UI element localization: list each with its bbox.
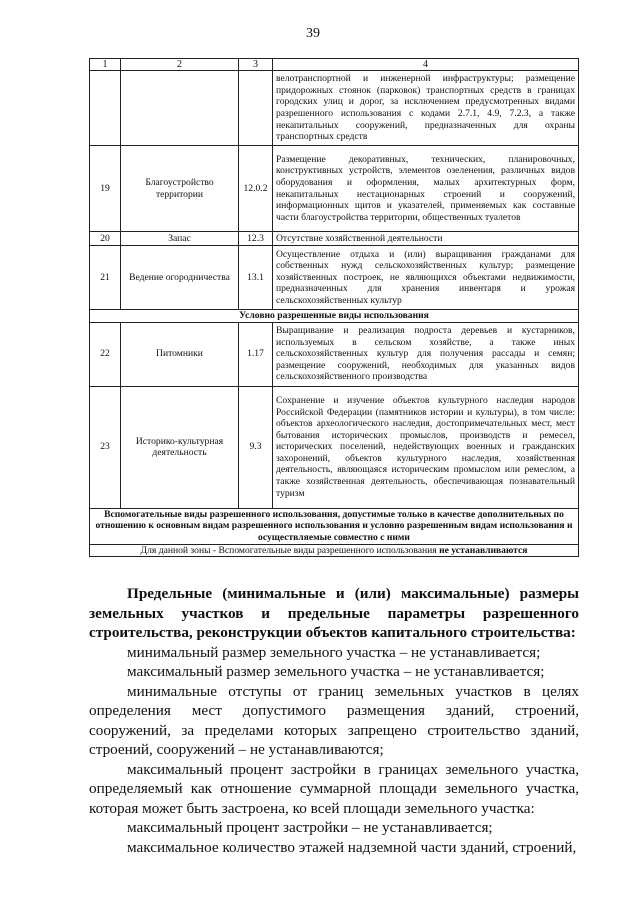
use-type-name: Питомники (121, 322, 239, 386)
use-type-code: 13.1 (239, 246, 273, 310)
table-row (90, 246, 579, 310)
use-type-code: 1.17 (239, 322, 273, 386)
table-row (90, 322, 579, 386)
page-number: 39 (306, 26, 320, 41)
use-type-code: 12.0.2 (239, 146, 273, 232)
table-row (90, 232, 579, 246)
column-header: 4 (273, 59, 579, 71)
use-type-description: Отсутствие хозяйственной деятельности (273, 232, 579, 246)
section-row (90, 310, 579, 323)
column-header: 1 (90, 59, 121, 71)
column-header: 3 (239, 59, 273, 71)
column-header: 2 (121, 59, 239, 71)
table-row (90, 146, 579, 232)
row-number: 22 (90, 322, 121, 386)
land-use-table (89, 58, 579, 557)
document-body (89, 584, 579, 857)
use-type-description: Размещение декоративных, технических, планировочных, конструктивных устройств, элементов озеленения, различных видов оборудования и оформления, малых архитектурных форм, некапитальных нестационарных строений и сооружений, информационных щитов и указателей, применяемых как составные части благоустройства территории, общественных туалетов (273, 146, 579, 232)
use-type-name: Ведение огородничества (121, 246, 239, 310)
use-type-name: Историко-культурная деятельность (121, 386, 239, 508)
use-type-code (239, 71, 273, 146)
use-type-name: Благоустройство территории (121, 146, 239, 232)
use-type-name (121, 71, 239, 146)
row-number: 20 (90, 232, 121, 246)
row-number: 23 (90, 386, 121, 508)
table-row (90, 71, 579, 146)
use-type-description: Осуществление отдыха и (или) выращивания гражданами для собственных нужд сельскохозяйственных культур; размещение хозяйственных построек, не являющихся объектами недвижимости, предназначенных для хранения инвентаря и урожая сельскохозяйственных культур (273, 246, 579, 310)
paragraph: минимальный размер земельного участка – не устанавливается; (127, 643, 541, 661)
use-type-code: 12.3 (239, 232, 273, 246)
use-type-description: Сохранение и изучение объектов культурного наследия народов Российской Федерации (памятников истории и культуры), в том числе: объектов археологического наследия, достопримечательных мест, мест бытования исторических промыслов, производств и ремесел, исторических поселений, недействующих военных и гражданских захоронений, объектов культурного наследия, хозяйственная деятельность, являющаяся историческим промыслом или ремеслом, а также хозяйственная деятельность, обеспечивающая познавательный туризм (273, 386, 579, 508)
paragraph: максимальное количество этажей надземной части зданий, строений, (127, 838, 577, 856)
note-text: Для данной зоны - Вспомогательные виды разрешенного использования (140, 544, 440, 556)
section-heading: Предельные (минимальные и (или) максимальные) размеры земельных участков и предельные параметры разрешенного строительства, реконструкции объектов капитального строительства: (89, 585, 579, 641)
note-bold-text: не устанавливаются (439, 544, 528, 556)
use-type-description: Выращивание и реализация подроста деревьев и кустарников, используемых в сельском хозяйстве, а также иных сельскохозяйственных культур для получения рассады и семян; размещение сооружений, необходимых для указанных видов сельскохозяйственного производства (273, 322, 579, 386)
row-number (90, 71, 121, 146)
row-number: 19 (90, 146, 121, 232)
row-number: 21 (90, 246, 121, 310)
paragraph: максимальный процент застройки – не устанавливается; (127, 819, 493, 836)
paragraph: минимальные отступы от границ земельных участков в целях определения мест допустимого размещения зданий, строений, сооружений, за пределами которых запрещено строительство зданий, строений, сооружений – не устанавливаются; (89, 682, 579, 758)
table-header-row (90, 59, 579, 71)
use-type-code: 9.3 (239, 386, 273, 508)
auxiliary-uses-heading: Вспомогательные виды разрешенного использования, допустимые только в качестве дополнительных по отношению к основным видам разрешенного использования и условно разрешенным видам использования и осуществляемые совместно с ними (90, 508, 579, 544)
use-type-description: велотранспортной и инженерной инфраструктуры; размещение придорожных стоянок (парковок) транспортных средств в границах городских улиц и дорог, за исключением предусмотренных видами разрешенного использования с кодами 2.7.1, 4.9, 7.2.3, а также некапитальных сооружений, предназначенных для охраны транспортных средств (273, 71, 579, 146)
paragraph: максимальный процент застройки в границах земельного участка, определяемый как отношение суммарной площади земельного участка, которая может быть застроена, ко всей площади земельного участка: (89, 760, 579, 817)
note-row (90, 544, 579, 557)
section-row (90, 508, 579, 544)
table-row (90, 386, 579, 508)
conditional-uses-heading: Условно разрешенные виды использования (90, 310, 579, 323)
auxiliary-uses-note (90, 544, 579, 557)
use-type-name: Запас (121, 232, 239, 246)
paragraph: максимальный размер земельного участка – не устанавливается; (127, 663, 545, 680)
